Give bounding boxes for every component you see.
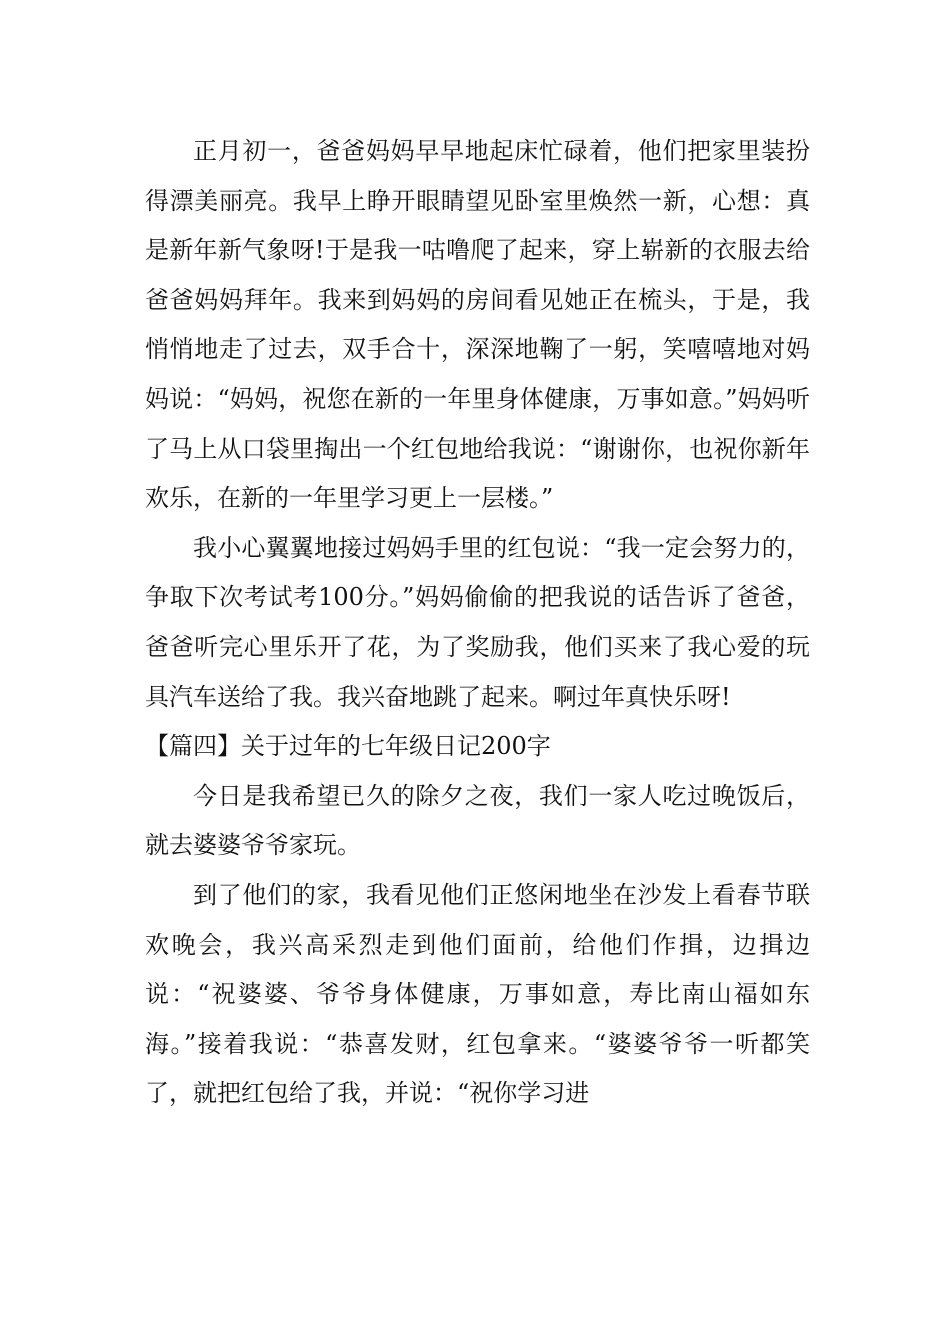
document-page: [145, 127, 810, 1119]
paragraph-1: 正月初一，爸爸妈妈早早地起床忙碌着，他们把家里装扮得漂美丽亮。我早上睁开眼睛望见卧室里焕然一新，心想：真是新年新气象呀!于是我一咕噜爬了起来，穿上崭新的衣服去给爸爸妈妈拜年。我来到妈妈的房间看见她正在梳头，于是，我悄悄地走了过去，双手合十，深深地鞠了一躬，笑嘻嘻地对妈妈说：“妈妈，祝您在新的一年里身体健康，万事如意。”妈妈听了马上从口袋里掏出一个红包地给我说：“谢谢你，也祝你新年欢乐，在新的一年里学习更上一层楼。”: [145, 137, 810, 513]
paragraph-2: 我小心翼翼地接过妈妈手里的红包说：“我一定会努力的，争取下次考试考100分。”妈妈偷偷的把我说的话告诉了爸爸，爸爸听完心里乐开了花，为了奖励我，他们买来了我心爱的玩具汽车送给了我。我兴奋地跳了起来。啊过年真快乐呀!: [145, 533, 810, 711]
paragraph-4: 到了他们的家，我看见他们正悠闲地坐在沙发上看春节联欢晚会，我兴高采烈走到他们面前，给他们作揖，边揖边说：“祝婆婆、爷爷身体健康，万事如意，寿比南山福如东海。”接着我说：“恭喜发财，红包拿来。“婆婆爷爷一听都笑了，就把红包给了我，并说：“祝你学习进: [145, 880, 810, 1108]
paragraph-3: 今日是我希望已久的除夕之夜，我们一家人吃过晚饭后，就去婆婆爷爷家玩。: [145, 781, 810, 860]
section-heading: 【篇四】关于过年的七年级日记200字: [145, 732, 551, 761]
